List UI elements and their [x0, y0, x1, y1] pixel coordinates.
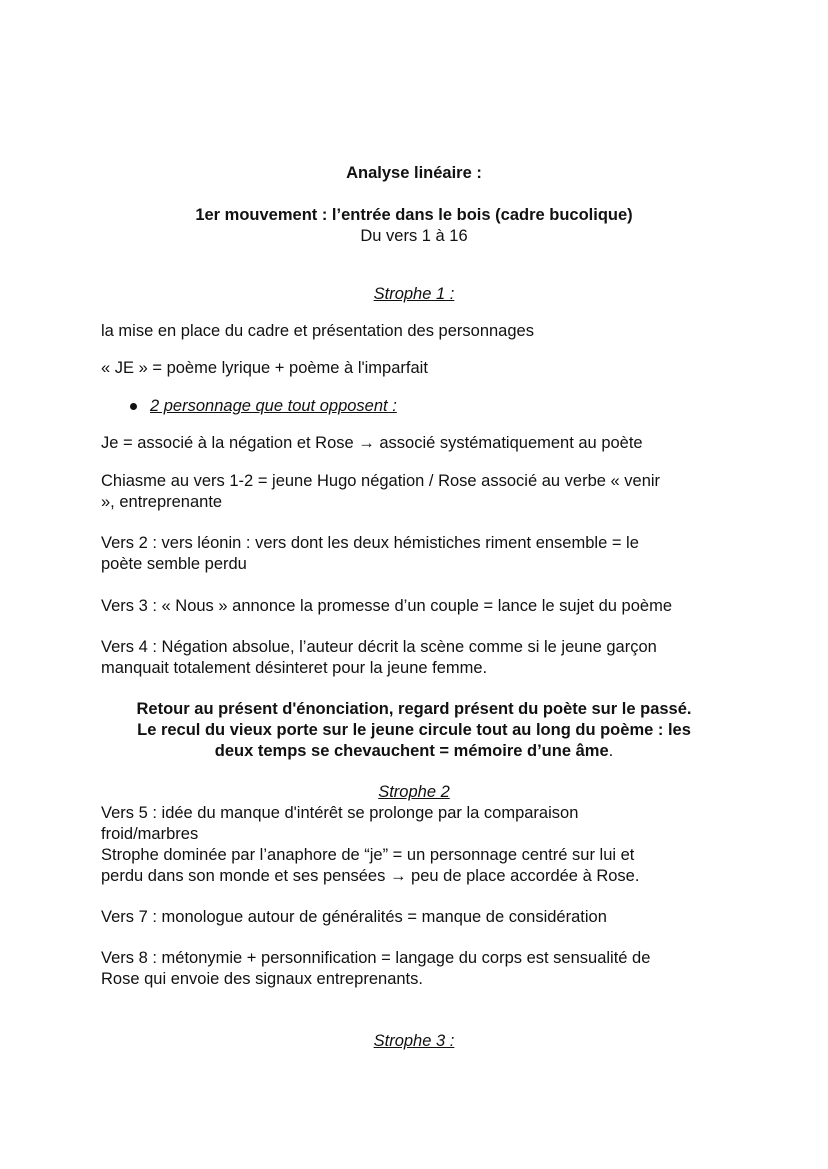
document-title: Analyse linéaire : [346, 164, 482, 182]
anaphore-line-1: Strophe dominée par l’anaphore de “je” = un personnage centré sur lui et [101, 846, 635, 864]
retour-line-1: Retour au présent d'énonciation, regard présent du poète sur le passé. [136, 700, 692, 718]
vers8-line-2: Rose qui envoie des signaux entreprenants. [101, 970, 423, 988]
strophe1-heading-text: Strophe 1 : [373, 285, 455, 303]
vers4-line-1: Vers 4 : Négation absolue, l’auteur décrit la scène comme si le jeune garçon [101, 638, 657, 656]
retour-line-3 [0, 741, 828, 762]
vers7-line: Vers 7 : monologue autour de généralités = manque de considération [101, 908, 607, 926]
vers5-line-2: froid/marbres [101, 825, 199, 843]
bullet-item [150, 396, 397, 417]
retour-line-3-bold: deux temps se chevauchent = mémoire d’une âme [214, 742, 609, 760]
movement-range: Du vers 1 à 16 [360, 227, 468, 245]
vers5-line-1: Vers 5 : idée du manque d'intérêt se prolonge par la comparaison [101, 804, 579, 822]
retour-line-2: Le recul du vieux porte sur le jeune circule tout au long du poème : les [137, 721, 691, 739]
chiasme-line-2: », entreprenante [101, 493, 223, 511]
je-line: « JE » = poème lyrique + poème à l'imparfait [101, 359, 428, 377]
vers2-line-1: Vers 2 : vers léonin : vers dont les deux hémistiches riment ensemble = le [101, 534, 639, 552]
strophe2-heading-text: Strophe 2 [378, 783, 450, 801]
bullet-dot-icon [130, 403, 137, 410]
movement-heading: 1er mouvement : l’entrée dans le bois (cadre bucolique) [195, 206, 633, 224]
vers8-line-1: Vers 8 : métonymie + personnification = langage du corps est sensualité de [101, 949, 651, 967]
retour-line-3-period: . [608, 742, 614, 760]
strophe1-intro: la mise en place du cadre et présentation des personnages [101, 322, 534, 340]
je-rose-line: Je = associé à la négation et Rose → associé systématiquement au poète [101, 434, 643, 452]
vers2-line-2: poète semble perdu [101, 555, 247, 573]
strophe3-heading [0, 1031, 828, 1052]
bullet-item-text: 2 personnage que tout opposent : [150, 397, 397, 415]
strophe1-heading [0, 284, 828, 305]
chiasme-line-1: Chiasme au vers 1-2 = jeune Hugo négation / Rose associé au verbe « venir [101, 472, 661, 490]
strophe3-heading-text: Strophe 3 : [373, 1032, 455, 1050]
vers4-line-2: manquait totalement désinteret pour la jeune femme. [101, 659, 488, 677]
strophe2-heading [0, 782, 828, 803]
vers3-line: Vers 3 : « Nous » annonce la promesse d’un couple = lance le sujet du poème [101, 597, 672, 615]
anaphore-line-2: perdu dans son monde et ses pensées → peu de place accordée à Rose. [101, 867, 640, 885]
